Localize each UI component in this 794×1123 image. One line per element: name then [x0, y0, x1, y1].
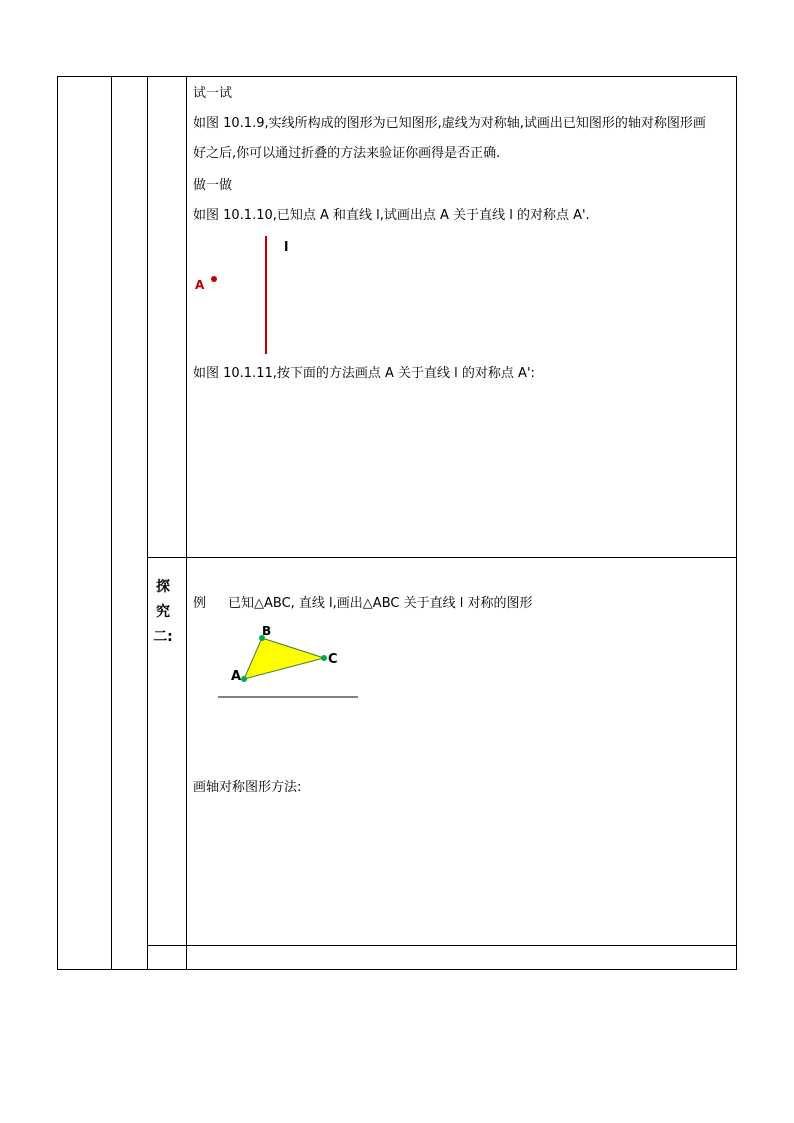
vertex-a-label: A — [231, 669, 242, 684]
column-divider-3 — [186, 77, 187, 969]
vertex-b-label: B — [262, 624, 272, 638]
paragraph-1-line-2: 好之后,你可以通过折叠的方法来验证你画得是否正确. — [193, 146, 501, 161]
row-divider-2 — [147, 945, 736, 946]
figure-triangle-abc — [215, 622, 365, 702]
row-divider-1 — [147, 557, 736, 558]
point-a-dot — [211, 276, 217, 282]
vertex-c — [321, 655, 327, 661]
paragraph-2: 如图 10.1.10,已知点 A 和直线 l,试画出点 A 关于直线 l 的对称点 A'. — [193, 208, 590, 223]
example-prefix: 例 — [193, 596, 207, 611]
column-divider-2 — [147, 77, 148, 969]
line-l-label: l — [284, 240, 289, 255]
example-text: 已知△ABC, 直线 l,画出△ABC 关于直线 l 对称的图形 — [228, 596, 533, 611]
method-text: 画轴对称图形方法: — [193, 780, 302, 795]
vertex-c-label: C — [328, 652, 338, 667]
paragraph-3: 如图 10.1.11,按下面的方法画点 A 关于直线 l 的对称点 A': — [193, 366, 535, 381]
section-label-char-2: 究 — [156, 604, 170, 620]
figure-point-and-line — [188, 230, 308, 360]
column-divider-1 — [111, 77, 112, 969]
vertex-a — [241, 676, 247, 682]
heading-try: 试一试 — [193, 86, 233, 101]
heading-do: 做一做 — [193, 178, 233, 193]
section-label-char-1: 探 — [156, 579, 170, 595]
triangle-abc — [244, 638, 324, 679]
paragraph-1-line-1: 如图 10.1.9,实线所构成的图形为已知图形,虚线为对称轴,试画出已知图形的轴对称图形画 — [193, 116, 706, 131]
section-label-char-3: 二: — [153, 629, 173, 645]
point-a-label: A — [195, 278, 205, 292]
